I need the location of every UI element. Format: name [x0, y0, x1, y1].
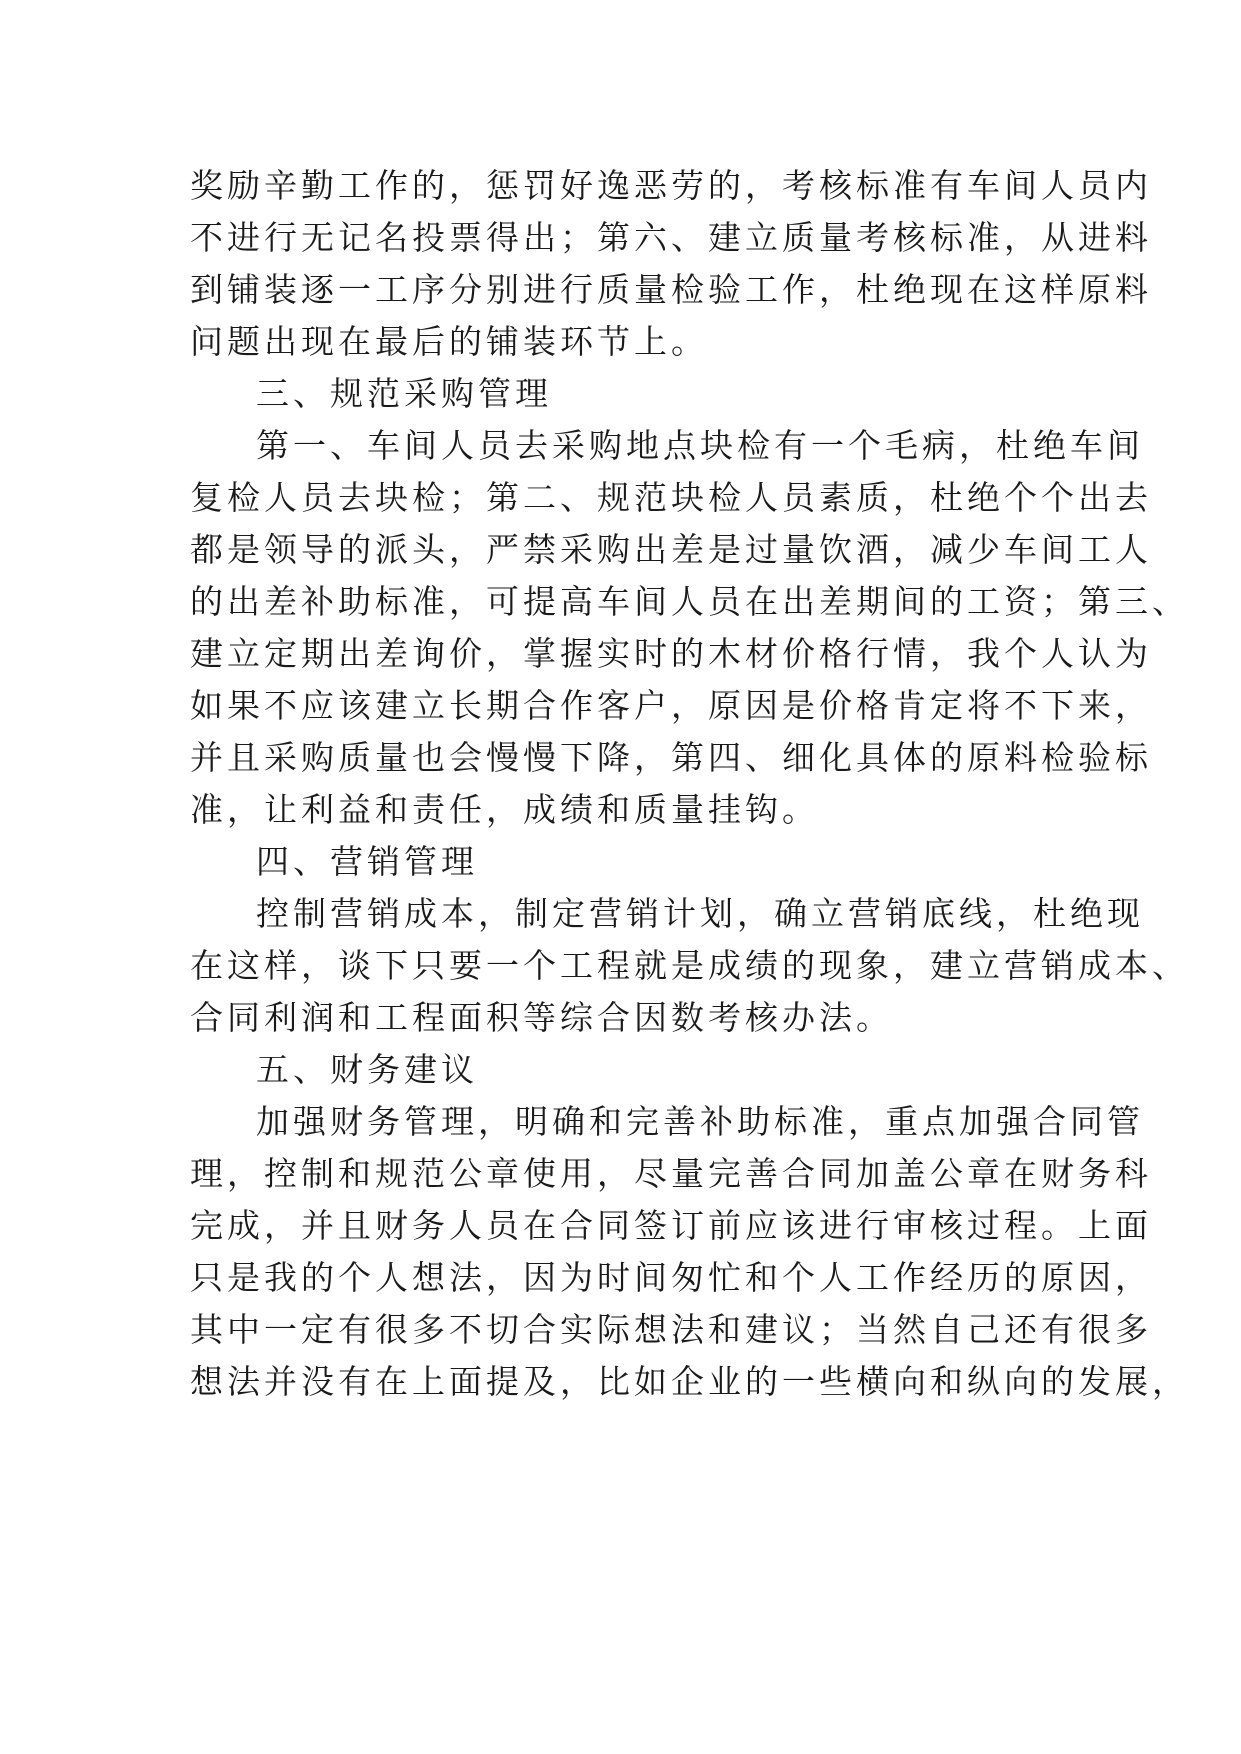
- text-line: 都是领导的派头，严禁采购出差是过量饮酒，减少车间工人: [190, 530, 1152, 569]
- text-line: 控制营销成本，制定营销计划，确立营销底线，杜绝现: [256, 894, 1144, 933]
- text-line: 三、规范采购管理: [256, 374, 552, 413]
- text-line: 建立定期出差询价，掌握实时的木材价格行情，我个人认为: [190, 634, 1152, 673]
- text-line: 理，控制和规范公章使用，尽量完善合同加盖公章在财务科: [190, 1154, 1152, 1193]
- text-line: 合同利润和工程面积等综合因数考核办法。: [190, 998, 893, 1037]
- text-line: 在这样，谈下只要一个工程就是成绩的现象，建立营销成本、: [190, 946, 1189, 985]
- text-line: 到铺装逐一工序分别进行质量检验工作，杜绝现在这样原料: [190, 270, 1152, 309]
- text-line: 四、营销管理: [256, 842, 478, 881]
- text-line: 并且采购质量也会慢慢下降，第四、细化具体的原料检验标: [190, 738, 1152, 777]
- text-line: 完成，并且财务人员在合同签订前应该进行审核过程。上面: [190, 1206, 1152, 1245]
- text-line: 想法并没有在上面提及，比如企业的一些横向和纵向的发展，: [190, 1362, 1189, 1401]
- text-line: 只是我的个人想法，因为时间匆忙和个人工作经历的原因，: [190, 1258, 1152, 1297]
- text-line: 不进行无记名投票得出；第六、建立质量考核标准，从进料: [190, 218, 1152, 257]
- document-body: [190, 160, 1189, 1408]
- text-line: 问题出现在最后的铺装环节上。: [190, 322, 708, 361]
- text-line: 加强财务管理，明确和完善补助标准，重点加强合同管: [256, 1102, 1144, 1141]
- text-line: 准，让利益和责任，成绩和质量挂钩。: [190, 790, 819, 829]
- text-line: 奖励辛勤工作的，惩罚好逸恶劳的，考核标准有车间人员内: [190, 166, 1152, 205]
- text-line: 复检人员去块检；第二、规范块检人员素质，杜绝个个出去: [190, 478, 1152, 517]
- text-line: 如果不应该建立长期合作客户，原因是价格肯定将不下来，: [190, 686, 1152, 725]
- text-line: 第一、车间人员去采购地点块检有一个毛病，杜绝车间: [256, 426, 1144, 465]
- text-line: 的出差补助标准，可提高车间人员在出差期间的工资；第三、: [190, 582, 1189, 621]
- text-line: 其中一定有很多不切合实际想法和建议；当然自己还有很多: [190, 1310, 1152, 1349]
- text-line: 五、财务建议: [256, 1050, 478, 1089]
